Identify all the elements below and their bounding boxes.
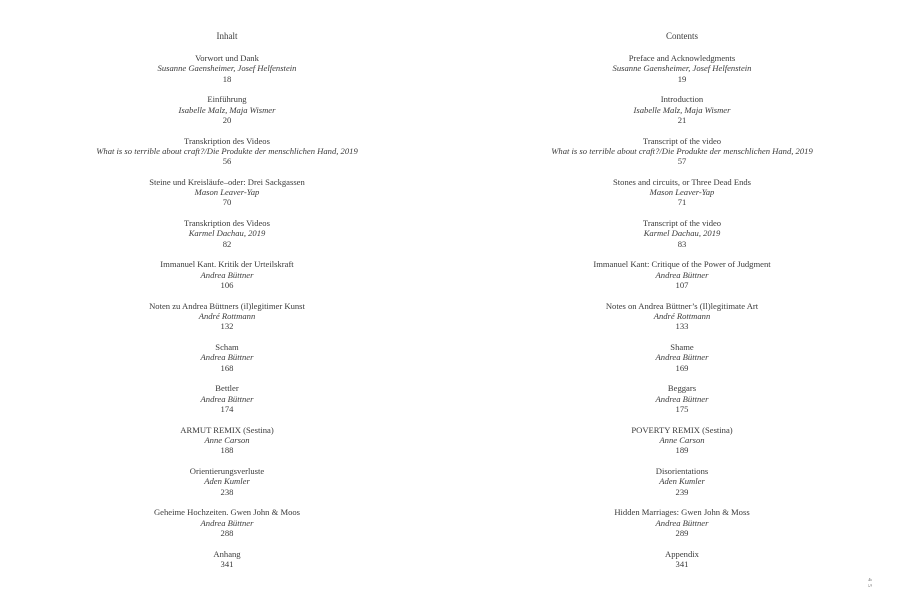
toc-entry bbox=[467, 507, 897, 548]
entry-page: 56 bbox=[222, 156, 232, 167]
entry-author: Andrea Büttner bbox=[655, 269, 709, 280]
entry-title: Notes on Andrea Büttner’s (Il)legitimate Art bbox=[605, 300, 759, 311]
entry-author: Andrea Büttner bbox=[200, 352, 254, 363]
entry-page: 71 bbox=[677, 197, 687, 208]
toc-list-german bbox=[12, 53, 442, 590]
toc-entry bbox=[12, 136, 442, 177]
left-page-german bbox=[12, 0, 442, 607]
entry-author: Susanne Gaensheimer, Josef Helfenstein bbox=[157, 63, 297, 74]
entry-author: What is so terrible about craft?/Die Produkte der menschlichen Hand, 2019 bbox=[551, 145, 813, 156]
toc-heading-contents: Contents bbox=[665, 31, 698, 41]
entry-title: Stones and circuits, or Three Dead Ends bbox=[612, 176, 752, 187]
entry-page: 107 bbox=[675, 280, 689, 291]
entry-author: Isabelle Malz, Maja Wismer bbox=[178, 104, 276, 115]
entry-author: Mason Leaver-Yap bbox=[649, 187, 715, 198]
entry-title: Scham bbox=[215, 342, 239, 353]
entry-title: Hidden Marriages: Gwen John & Moss bbox=[614, 507, 750, 518]
toc-entry bbox=[467, 177, 897, 218]
entry-author: Andrea Büttner bbox=[200, 517, 254, 528]
entry-author: What is so terrible about craft?/Die Produkte der menschlichen Hand, 2019 bbox=[96, 145, 358, 156]
toc-entry bbox=[467, 136, 897, 177]
entry-title: Immanuel Kant. Kritik der Urteilskraft bbox=[160, 259, 294, 270]
entry-title: Bettler bbox=[215, 383, 239, 394]
folio-left-number: 4 bbox=[866, 578, 872, 581]
toc-entry bbox=[467, 425, 897, 466]
entry-author: André Rottmann bbox=[198, 311, 256, 322]
entry-author: Andrea Büttner bbox=[655, 352, 709, 363]
toc-entry bbox=[467, 218, 897, 259]
entry-page: 189 bbox=[675, 445, 689, 456]
entry-title: Beggars bbox=[667, 383, 697, 394]
entry-author: Karmel Dachau, 2019 bbox=[643, 228, 721, 239]
entry-title: Introduction bbox=[660, 94, 704, 105]
entry-title: Einführung bbox=[207, 94, 247, 105]
toc-entry bbox=[467, 259, 897, 300]
toc-entry bbox=[12, 177, 442, 218]
toc-entry bbox=[12, 383, 442, 424]
entry-page: 341 bbox=[675, 558, 689, 569]
toc-entry bbox=[12, 259, 442, 300]
entry-page: 169 bbox=[675, 362, 689, 373]
entry-author: Anne Carson bbox=[659, 434, 705, 445]
toc-entry bbox=[12, 466, 442, 507]
toc-entry bbox=[12, 301, 442, 342]
toc-list-english bbox=[467, 53, 897, 590]
entry-page: 70 bbox=[222, 197, 232, 208]
toc-entry bbox=[467, 342, 897, 383]
entry-title: Transkription des Videos bbox=[184, 218, 270, 229]
entry-title: Orientierungsverluste bbox=[189, 465, 265, 476]
entry-title: Transcript of the video bbox=[642, 218, 722, 229]
toc-entry bbox=[467, 466, 897, 507]
entry-page: 19 bbox=[677, 73, 687, 84]
entry-page: 188 bbox=[220, 445, 234, 456]
toc-entry bbox=[12, 218, 442, 259]
entry-title: Transkription des Videos bbox=[184, 135, 270, 146]
toc-entry bbox=[12, 342, 442, 383]
entry-page: 57 bbox=[677, 156, 687, 167]
entry-page: 82 bbox=[222, 238, 232, 249]
entry-page: 132 bbox=[220, 321, 234, 332]
entry-author: Isabelle Malz, Maja Wismer bbox=[633, 104, 731, 115]
entry-page: 174 bbox=[220, 403, 234, 414]
entry-title: Immanuel Kant: Critique of the Power of Judgment bbox=[593, 259, 771, 270]
toc-entry bbox=[467, 53, 897, 94]
entry-author: André Rottmann bbox=[653, 311, 711, 322]
entry-author: Mason Leaver-Yap bbox=[194, 187, 260, 198]
toc-entry bbox=[12, 507, 442, 548]
entry-title: POVERTY REMIX (Sestina) bbox=[631, 424, 733, 435]
entry-page: 83 bbox=[677, 238, 687, 249]
entry-page: 289 bbox=[675, 527, 689, 538]
entry-page: 168 bbox=[220, 362, 234, 373]
entry-author: Anne Carson bbox=[204, 434, 250, 445]
entry-author: Susanne Gaensheimer, Josef Helfenstein bbox=[612, 63, 752, 74]
toc-entry bbox=[12, 53, 442, 94]
entry-page: 239 bbox=[675, 486, 689, 497]
entry-title: Disorientations bbox=[655, 465, 709, 476]
toc-entry bbox=[12, 94, 442, 135]
entry-title: Anhang bbox=[213, 548, 241, 559]
right-page-english bbox=[467, 0, 897, 607]
toc-entry bbox=[12, 425, 442, 466]
entry-page: 238 bbox=[220, 486, 234, 497]
entry-author: Aden Kumler bbox=[204, 476, 250, 487]
entry-title: Transcript of the video bbox=[642, 135, 722, 146]
folio-right-number: 5 bbox=[866, 584, 872, 587]
entry-page: 106 bbox=[220, 280, 234, 291]
entry-title: Steine und Kreisläufe–oder: Drei Sackgassen bbox=[149, 176, 305, 187]
entry-author: Andrea Büttner bbox=[200, 269, 254, 280]
entry-author: Andrea Büttner bbox=[200, 393, 254, 404]
entry-page: 175 bbox=[675, 403, 689, 414]
entry-page: 341 bbox=[220, 558, 234, 569]
toc-heading-inhalt: Inhalt bbox=[216, 31, 238, 41]
entry-author: Andrea Büttner bbox=[655, 393, 709, 404]
entry-author: Aden Kumler bbox=[659, 476, 705, 487]
entry-page: 20 bbox=[222, 114, 232, 125]
entry-title: Appendix bbox=[665, 548, 699, 559]
entry-title: ARMUT REMIX (Sestina) bbox=[180, 424, 274, 435]
entry-author: Andrea Büttner bbox=[655, 517, 709, 528]
entry-title: Geheime Hochzeiten. Gwen John & Moos bbox=[153, 507, 301, 518]
entry-title: Preface and Acknowledgments bbox=[628, 53, 736, 63]
entry-title: Vorwort und Dank bbox=[195, 53, 259, 63]
toc-entry bbox=[467, 301, 897, 342]
entry-page: 18 bbox=[222, 73, 232, 84]
toc-entry bbox=[467, 94, 897, 135]
toc-entry bbox=[467, 383, 897, 424]
toc-entry bbox=[12, 549, 442, 590]
entry-page: 21 bbox=[677, 114, 687, 125]
entry-page: 288 bbox=[220, 527, 234, 538]
entry-page: 133 bbox=[675, 321, 689, 332]
page-folio bbox=[865, 578, 872, 590]
toc-entry bbox=[467, 549, 897, 590]
entry-title: Noten zu Andrea Büttners (il)legitimer Kunst bbox=[149, 300, 305, 311]
entry-author: Karmel Dachau, 2019 bbox=[188, 228, 266, 239]
entry-title: Shame bbox=[670, 342, 694, 353]
